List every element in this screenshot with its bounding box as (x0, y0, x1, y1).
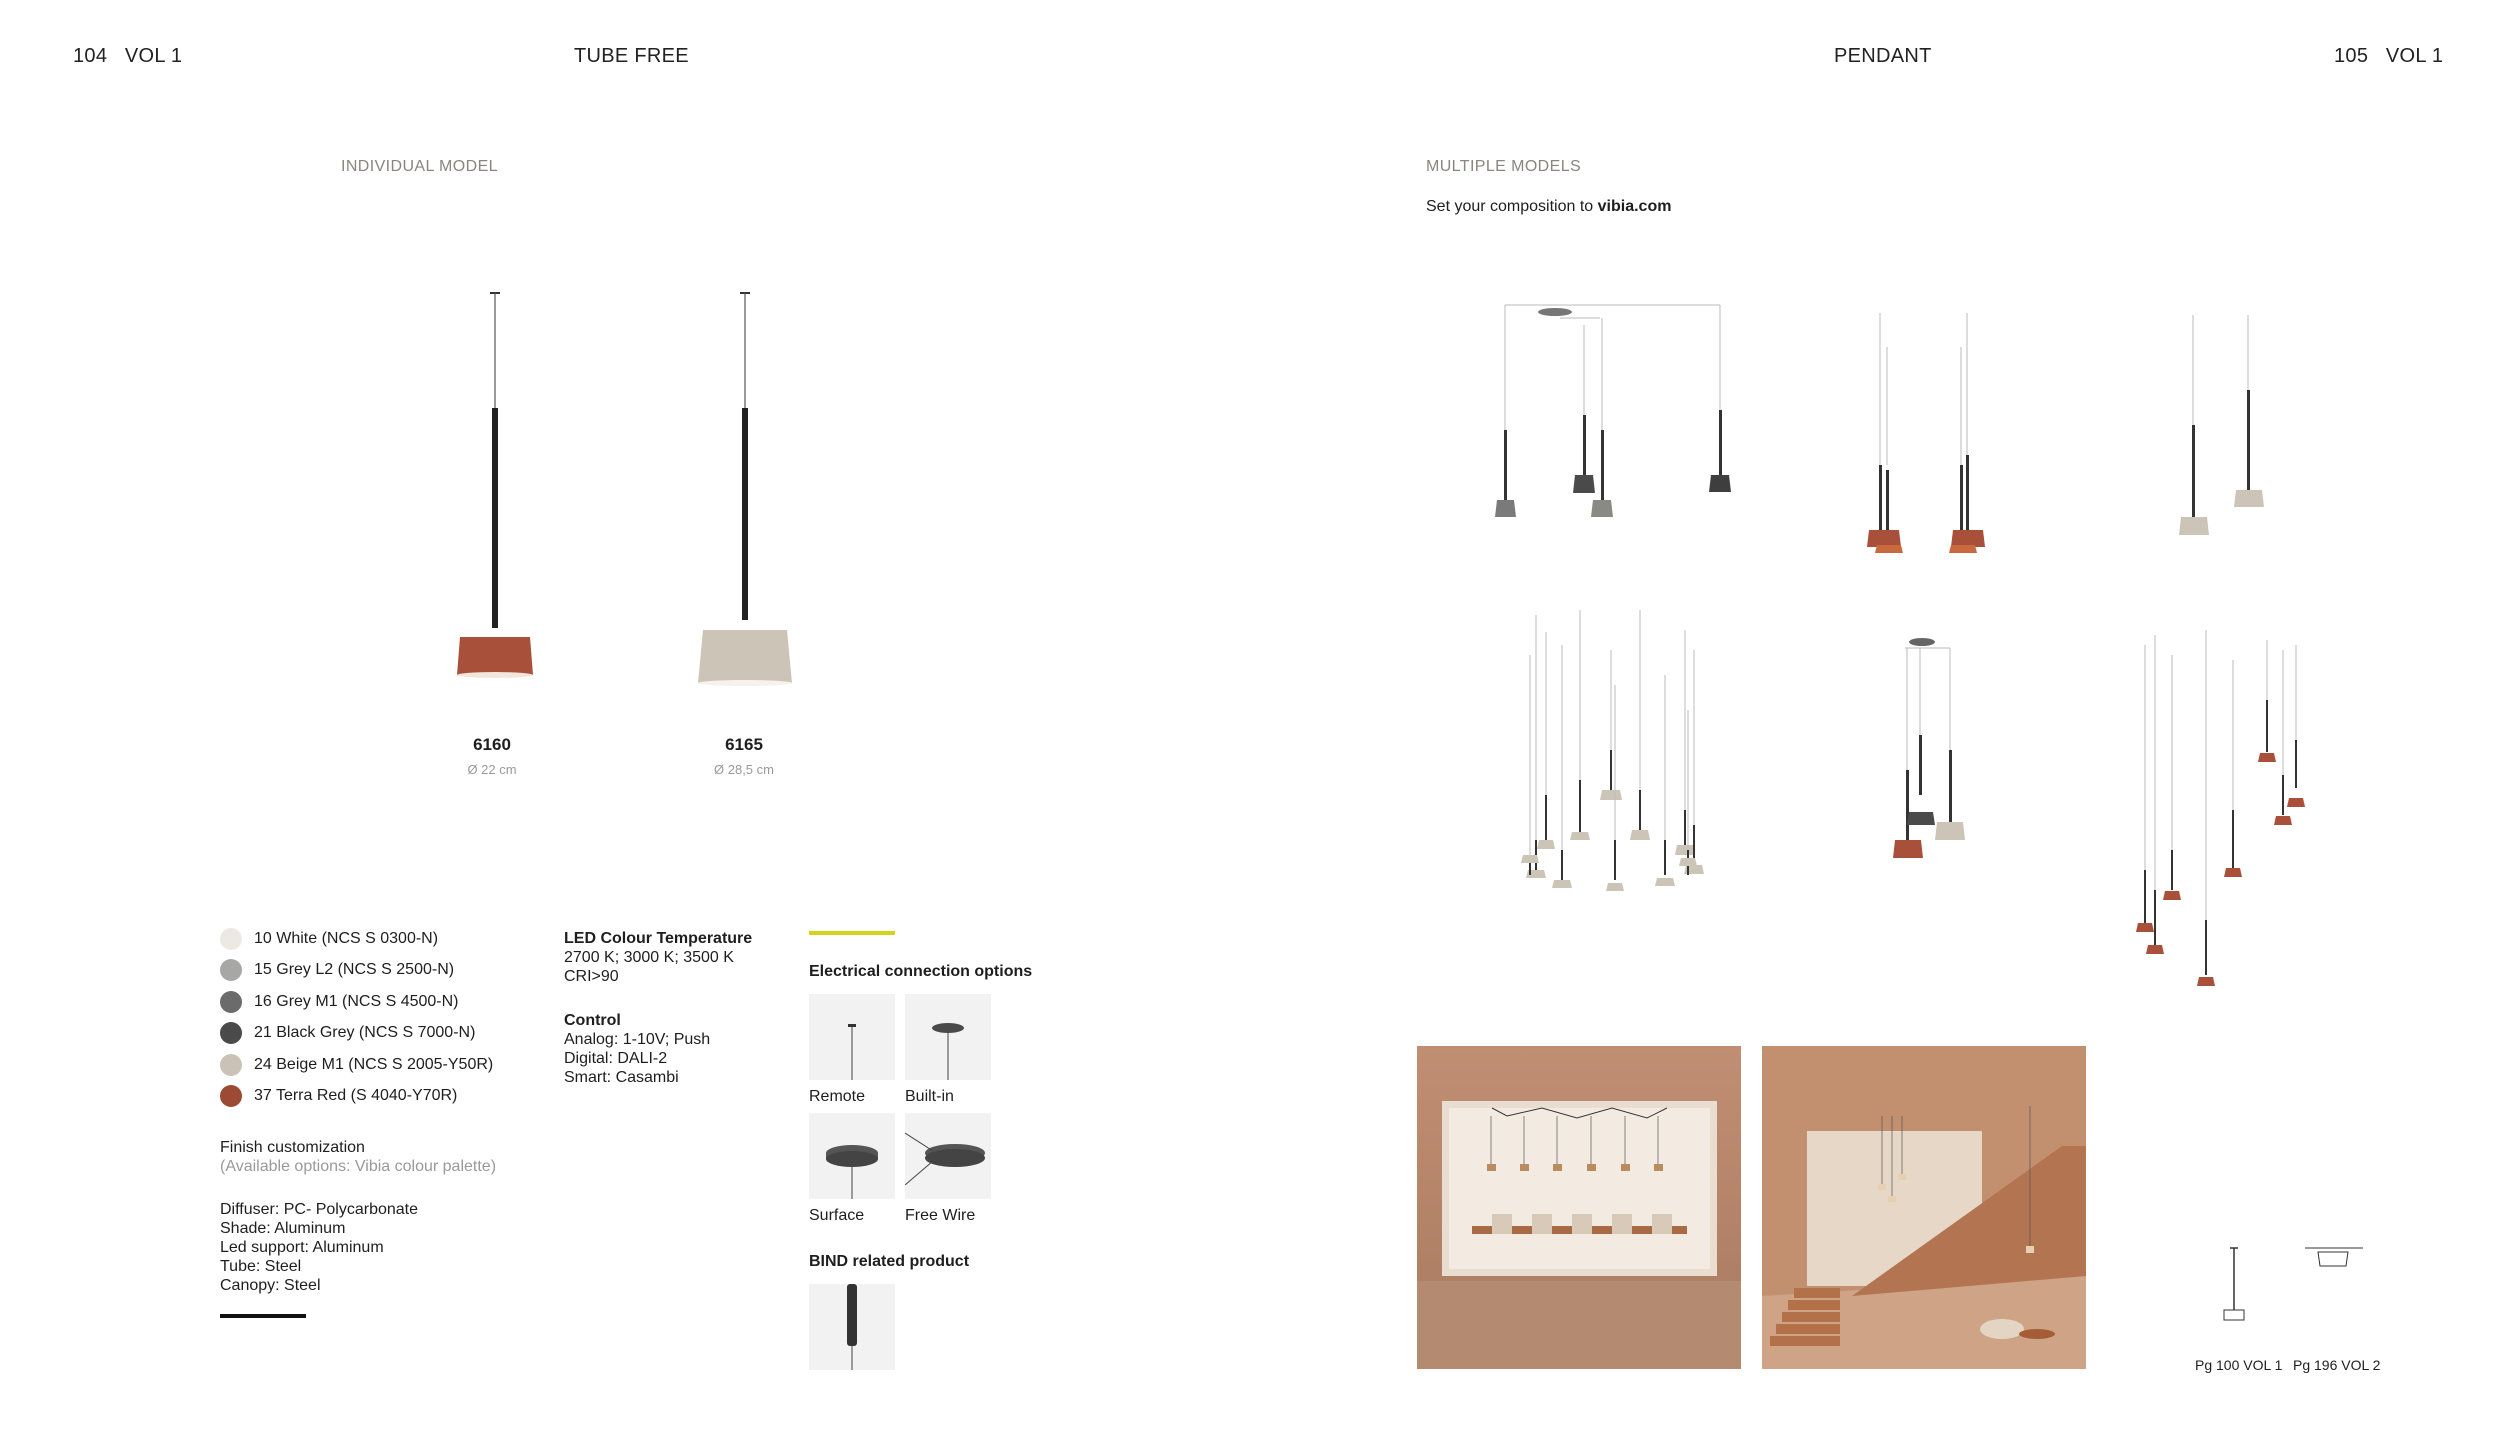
bind-related-heading: BIND related product (809, 1253, 970, 1270)
materials-list: Diffuser: PC- Polycarbonate Shade: Aluminum Led support: Aluminum Tube: Steel Canopy: Steel (220, 1201, 419, 1294)
composition-5-illustration (1875, 630, 1995, 870)
pendant-6165-illustration (685, 290, 815, 690)
finish-swatch: 10 White (NCS S 0300-N) (220, 923, 493, 955)
finish-customization: Finish customization (Available options: Vibia colour palette) (220, 1139, 497, 1175)
category-title: PENDANT (1834, 45, 1932, 67)
product-dimension-6160: Ø 22 cm (467, 762, 517, 777)
composition-3-illustration (2170, 310, 2290, 540)
vibia-link[interactable]: vibia.com (1597, 198, 1672, 215)
finish-swatch: 15 Grey L2 (NCS S 2500-N) (220, 955, 493, 987)
room-photo-dining (1417, 1046, 1741, 1369)
composition-2-illustration (1855, 305, 2005, 555)
composition-4-illustration (1510, 600, 1710, 900)
bind-product-icon (809, 1284, 895, 1370)
remote-connection-icon (809, 994, 895, 1080)
product-dimension-6165: Ø 28,5 cm (714, 762, 774, 777)
free-wire-connection-icon (905, 1113, 991, 1199)
individual-model-heading: INDIVIDUAL MODEL (341, 158, 498, 175)
swatch-dot (220, 928, 242, 950)
composition-cta: Set your composition to vibia.com (1426, 198, 1672, 215)
family-title: TUBE FREE (574, 45, 689, 67)
product-code-6165: 6165 (725, 735, 763, 754)
shade-terra-red (457, 637, 533, 675)
swatch-dot (220, 1085, 242, 1107)
control-spec: Control Analog: 1-10V; Push Digital: DALI-2 Smart: Casambi (564, 1012, 711, 1086)
finish-swatch: 21 Black Grey (NCS S 7000-N) (220, 1018, 493, 1050)
related-ref-2[interactable]: Pg 196 VOL 2 (2293, 1357, 2381, 1373)
composition-1-illustration (1480, 295, 1740, 525)
finish-swatch-list (220, 923, 493, 1112)
related-ref-1[interactable]: Pg 100 VOL 1 (2195, 1357, 2283, 1373)
swatch-dot (220, 991, 242, 1013)
connection-option-remote: Remote (809, 994, 895, 1106)
pendant-6160-illustration (430, 290, 560, 690)
accent-line (809, 931, 895, 935)
finish-swatch: 37 Terra Red (S 4040-Y70R) (220, 1081, 493, 1113)
page-number-left: 104 VOL 1 (73, 45, 183, 67)
finish-swatch: 24 Beige M1 (NCS S 2005-Y50R) (220, 1049, 493, 1081)
dining-room-image (1417, 1046, 1741, 1369)
swatch-dot (220, 1054, 242, 1076)
led-colour-temperature: LED Colour Temperature 2700 K; 3000 K; 3500 K CRI>90 (564, 930, 753, 985)
room-photo-staircase (1762, 1046, 2086, 1369)
product-code-6160: 6160 (473, 735, 511, 754)
electrical-heading: Electrical connection options (809, 963, 1033, 980)
swatch-dot (220, 1022, 242, 1044)
connection-option-free-wire: Free Wire (905, 1113, 991, 1225)
finish-swatch: 16 Grey M1 (NCS S 4500-N) (220, 986, 493, 1018)
staircase-room-image (1762, 1046, 2086, 1369)
swatch-dot (220, 959, 242, 981)
composition-6-illustration (2130, 620, 2320, 1000)
connection-option-surface: Surface (809, 1113, 895, 1225)
related-product-icons (2220, 1240, 2370, 1340)
surface-connection-icon (809, 1113, 895, 1199)
divider-black (220, 1314, 306, 1318)
shade-beige (698, 630, 792, 683)
page-number-right: 105 VOL 1 (2334, 45, 2444, 67)
multiple-models-heading: MULTIPLE MODELS (1426, 158, 1582, 175)
built-in-connection-icon (905, 994, 991, 1080)
bind-related-product[interactable] (809, 1284, 895, 1370)
connection-option-built-in: Built-in (905, 994, 991, 1106)
